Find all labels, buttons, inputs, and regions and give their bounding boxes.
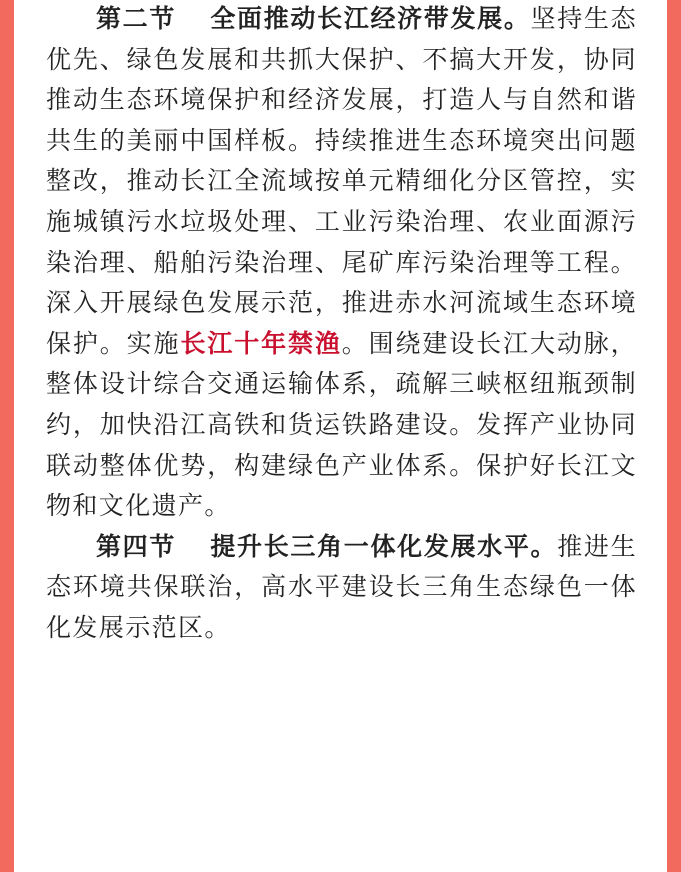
section-4-body: 推进生态环境共保联治，高水平建设长三角生态绿色一体化发展示范区。 [46,531,638,642]
document-page [14,0,667,872]
section-4-title: 提升长三角一体化发展水平。 [210,531,558,561]
section-4-heading [96,532,557,561]
paragraph-section-4 [46,527,637,649]
section-4-number: 第四节 [96,531,177,561]
section-2-body-before: 坚持生态优先、绿色发展和共抓大保护、不搞大开发，协同推动生态环境保护和经济发展，打造人与自然和谐共生的美丽中国样板。持续推进生态环境突出问题整改，推动长江全流域按单元精细化分区管控，实施城镇污水垃圾处理、工业污染治理、农业面源污染治理、船舶污染治理、尾矿库污染治理等工程。深入开展绿色发展示范，推进赤水河流域生态环境保护。实施 [46,4,637,358]
section-2-body-after: 。围绕建设长江大动脉，整体设计综合交通运输体系，疏解三峡枢纽瓶颈制约，加快沿江高铁和货运铁路建设。发挥产业协同联动整体优势，构建绿色产业体系。保护好长江文物和文化遗产。 [46,328,637,521]
section-2-number: 第二节 [96,4,177,33]
highlight-phrase: 长江十年禁渔 [180,328,342,358]
section-2-title: 全面推动长江经济带发展。 [210,4,531,33]
right-border [667,0,681,872]
left-border [0,0,14,872]
paragraph-section-2 [46,0,637,527]
section-2-heading [96,4,531,33]
